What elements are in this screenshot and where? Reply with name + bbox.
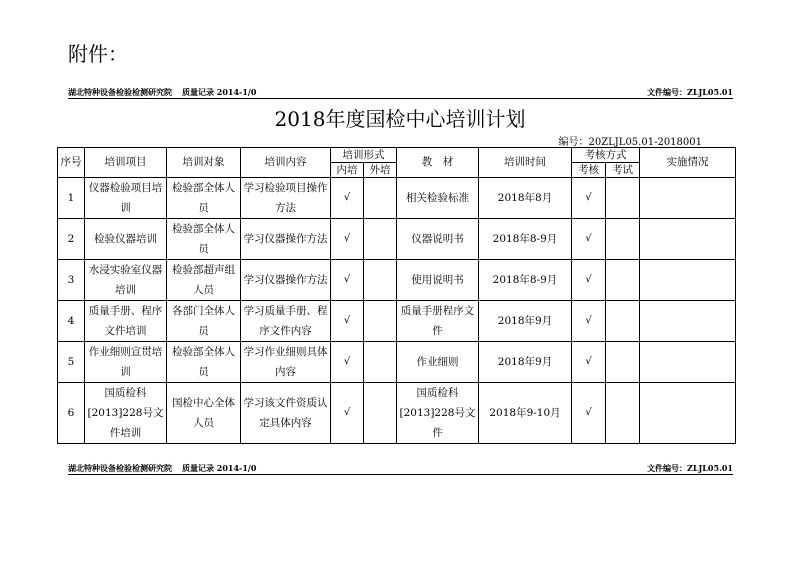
table-row	[58, 301, 736, 342]
page-title: 2018年度国检中心培训计划	[274, 107, 526, 131]
cell-status	[640, 301, 736, 342]
cell-seq: 4	[58, 301, 85, 342]
cell-check: √	[572, 342, 606, 383]
cell-content: 学习作业细则具体内容	[241, 342, 331, 383]
col-header-target: 培训对象	[167, 148, 241, 178]
header-rule	[68, 98, 733, 99]
cell-exam	[606, 383, 640, 444]
cell-status	[640, 219, 736, 260]
cell-check: √	[572, 383, 606, 444]
col-header-seq: 序号	[58, 148, 85, 178]
cell-material: 质量手册程序文件	[397, 301, 479, 342]
footer-rule	[68, 474, 733, 475]
footer-org: 湖北特种设备检验检测研究院	[68, 463, 172, 473]
cell-material: 仪器说明书	[397, 219, 479, 260]
cell-target: 检验部超声组人员	[167, 260, 241, 301]
cell-status	[640, 342, 736, 383]
cell-item: 国质检科[2013]228号文件培训	[85, 383, 167, 444]
cell-external	[364, 301, 397, 342]
page-footer	[68, 463, 733, 474]
document-number: 编号：20ZLJL05.01-2018001	[558, 137, 702, 148]
cell-target: 国检中心全体人员	[167, 383, 241, 444]
cell-time: 2018年9-10月	[479, 383, 572, 444]
cell-item: 作业细则宣贯培训	[85, 342, 167, 383]
cell-time: 2018年8月	[479, 178, 572, 219]
cell-internal: √	[331, 260, 364, 301]
cell-time: 2018年9月	[479, 301, 572, 342]
cell-exam	[606, 260, 640, 301]
cell-time: 2018年8-9月	[479, 219, 572, 260]
cell-status	[640, 178, 736, 219]
table-row	[58, 260, 736, 301]
header-record: 质量记录 2014-1/0	[182, 87, 257, 97]
attachment-label: 附件：	[68, 42, 128, 66]
cell-item: 检验仪器培训	[85, 219, 167, 260]
cell-check: √	[572, 178, 606, 219]
table-row	[58, 178, 736, 219]
cell-item: 质量手册、程序文件培训	[85, 301, 167, 342]
training-plan-table	[57, 147, 736, 444]
cell-target: 检验部全体人员	[167, 342, 241, 383]
cell-seq: 6	[58, 383, 85, 444]
cell-seq: 2	[58, 219, 85, 260]
col-header-assess: 考核方式	[572, 148, 640, 163]
cell-check: √	[572, 219, 606, 260]
cell-status	[640, 260, 736, 301]
header-org: 湖北特种设备检验检测研究院	[68, 87, 172, 97]
cell-time: 2018年8-9月	[479, 260, 572, 301]
cell-content: 学习质量手册、程序文件内容	[241, 301, 331, 342]
cell-internal: √	[331, 219, 364, 260]
cell-content: 学习仪器操作方法	[241, 260, 331, 301]
cell-exam	[606, 178, 640, 219]
table-row	[58, 219, 736, 260]
col-header-assess-exam: 考试	[606, 163, 640, 178]
cell-external	[364, 219, 397, 260]
col-header-assess-check: 考核	[572, 163, 606, 178]
cell-target: 各部门全体人员	[167, 301, 241, 342]
cell-target: 检验部全体人员	[167, 219, 241, 260]
cell-content: 学习该文件资质认定具体内容	[241, 383, 331, 444]
cell-item: 仪器检验项目培训	[85, 178, 167, 219]
col-header-material: 教 材	[397, 148, 479, 178]
cell-target: 检验部全体人员	[167, 178, 241, 219]
cell-seq: 3	[58, 260, 85, 301]
cell-check: √	[572, 260, 606, 301]
cell-content: 学习检验项目操作方法	[241, 178, 331, 219]
cell-internal: √	[331, 178, 364, 219]
cell-external	[364, 342, 397, 383]
cell-material: 国质检科[2013]228号文件	[397, 383, 479, 444]
cell-external	[364, 383, 397, 444]
footer-file-no: 文件编号：ZLJL05.01	[647, 463, 733, 473]
cell-content: 学习仪器操作方法	[241, 219, 331, 260]
col-header-form-internal: 内培	[331, 163, 364, 178]
col-header-content: 培训内容	[241, 148, 331, 178]
cell-seq: 1	[58, 178, 85, 219]
page-header	[68, 87, 733, 98]
cell-check: √	[572, 301, 606, 342]
table-row	[58, 342, 736, 383]
cell-exam	[606, 219, 640, 260]
cell-time: 2018年9月	[479, 342, 572, 383]
footer-record: 质量记录 2014-1/0	[182, 463, 257, 473]
col-header-form: 培训形式	[331, 148, 397, 163]
table-row	[58, 383, 736, 444]
cell-material: 作业细则	[397, 342, 479, 383]
col-header-time: 培训时间	[479, 148, 572, 178]
cell-seq: 5	[58, 342, 85, 383]
cell-exam	[606, 342, 640, 383]
header-file-no: 文件编号：ZLJL05.01	[647, 87, 733, 97]
col-header-form-external: 外培	[364, 163, 397, 178]
cell-external	[364, 178, 397, 219]
cell-external	[364, 260, 397, 301]
cell-internal: √	[331, 383, 364, 444]
cell-status	[640, 383, 736, 444]
cell-material: 使用说明书	[397, 260, 479, 301]
cell-material: 相关检验标准	[397, 178, 479, 219]
col-header-item: 培训项目	[85, 148, 167, 178]
cell-internal: √	[331, 342, 364, 383]
cell-internal: √	[331, 301, 364, 342]
col-header-status: 实施情况	[640, 148, 736, 178]
cell-item: 水浸实验室仪器培训	[85, 260, 167, 301]
cell-exam	[606, 301, 640, 342]
